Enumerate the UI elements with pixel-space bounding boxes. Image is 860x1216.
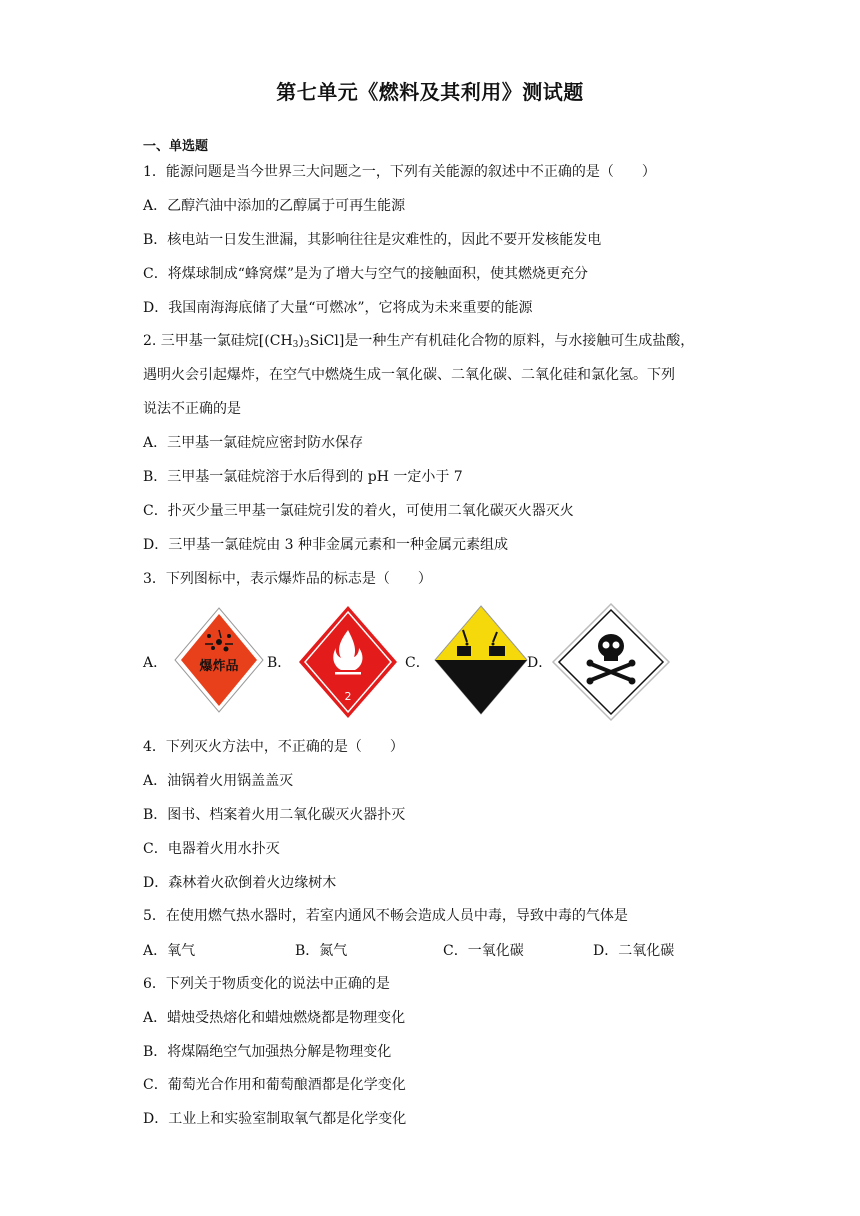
- q5-options: [143, 940, 743, 962]
- q4-option-d: D．森林着火砍倒着火边缘树木: [143, 875, 337, 891]
- q6-option-a: A．蜡烛受热熔化和蜡烛燃烧都是物理变化: [143, 1010, 406, 1026]
- q3-label-d: D．: [527, 655, 553, 671]
- q5-option-d: D．二氧化碳: [593, 943, 675, 959]
- q3-label-a: A．: [143, 655, 168, 671]
- flammable-sign-number: 2: [344, 690, 352, 703]
- corrosive-sign-icon: [427, 600, 535, 720]
- q3-label-c: C．: [405, 655, 430, 671]
- q2-option-d: D．三甲基一氯硅烷由 3 种非金属元素和一种金属元素组成: [143, 537, 509, 553]
- q6-option-b: B．将煤隔绝空气加强热分解是物理变化: [143, 1044, 392, 1060]
- q4-option-b: B．图书、档案着火用二氧化碳灭火器扑灭: [143, 807, 406, 823]
- q2-subscript: 3: [292, 340, 299, 350]
- q2-option-a: A．三甲基一氯硅烷应密封防水保存: [143, 435, 364, 451]
- q2-stem-line2: 遇明火会引起爆炸，在空气中燃烧生成一氧化碳、二氧化碳、二氧化硅和氯化氢。下列: [143, 367, 675, 383]
- q5-stem: 5．在使用燃气热水器时，若室内通风不畅会造成人员中毒，导致中毒的气体是: [143, 908, 628, 924]
- q3-label-b: B．: [267, 655, 292, 671]
- q3-sign-row: [143, 600, 703, 725]
- section-heading: 一、单选题: [143, 139, 209, 154]
- q2-subscript: 3: [303, 340, 310, 350]
- q3-stem: 3．下列图标中，表示爆炸品的标志是（ ）: [143, 571, 432, 587]
- explosive-sign-text: 爆炸品: [199, 659, 239, 674]
- q5-option-c: C．一氧化碳: [443, 943, 524, 959]
- q2-stem-part: SiCl]是一种生产有机硅化合物的原料，与水接触可生成盐酸，: [309, 333, 695, 349]
- q6-option-d: D．工业上和实验室制取氧气都是化学变化: [143, 1111, 407, 1127]
- q6-option-c: C．葡萄光合作用和葡萄酿酒都是化学变化: [143, 1077, 406, 1093]
- q2-option-b: B．三甲基一氯硅烷溶于水后得到的 pH 一定小于 7: [143, 469, 463, 485]
- q1-stem: 1．能源问题是当今世界三大问题之一，下列有关能源的叙述中不正确的是（ ）: [143, 164, 656, 180]
- q1-option-b: B．核电站一日发生泄漏，其影响往往是灾难性的，因此不要开发核能发电: [143, 232, 602, 248]
- q2-stem-part: 2. 三甲基一氯硅烷[(CH: [143, 333, 293, 349]
- q5-option-b: B．氮气: [295, 943, 348, 959]
- q2-stem-part: ): [298, 333, 304, 349]
- explosive-sign-icon: [169, 600, 269, 720]
- q5-option-a: A．氧气: [143, 943, 196, 959]
- toxic-sign-icon: [549, 600, 673, 725]
- page-title: 第七单元《燃料及其利用》测试题: [276, 80, 584, 104]
- q1-option-d: D．我国南海海底储了大量“可燃冰”，它将成为未来重要的能源: [143, 300, 533, 316]
- q4-option-c: C．电器着火用水扑灭: [143, 841, 280, 857]
- q1-option-c: C．将煤球制成“蜂窝煤”是为了增大与空气的接触面积，使其燃烧更充分: [143, 266, 589, 282]
- q1-option-a: A．乙醇汽油中添加的乙醇属于可再生能源: [143, 198, 406, 214]
- q2-option-c: C．扑灭少量三甲基一氯硅烷引发的着火，可使用二氧化碳灭火器灭火: [143, 503, 574, 519]
- q2-stem: [143, 331, 694, 355]
- q4-stem: 4．下列灭火方法中，不正确的是（ ）: [143, 739, 404, 755]
- q6-stem: 6．下列关于物质变化的说法中正确的是: [143, 976, 390, 992]
- flammable-sign-icon: [293, 600, 403, 725]
- q2-stem-line3: 说法不正确的是: [143, 401, 241, 417]
- q4-option-a: A．油锅着火用锅盖盖灭: [143, 773, 294, 789]
